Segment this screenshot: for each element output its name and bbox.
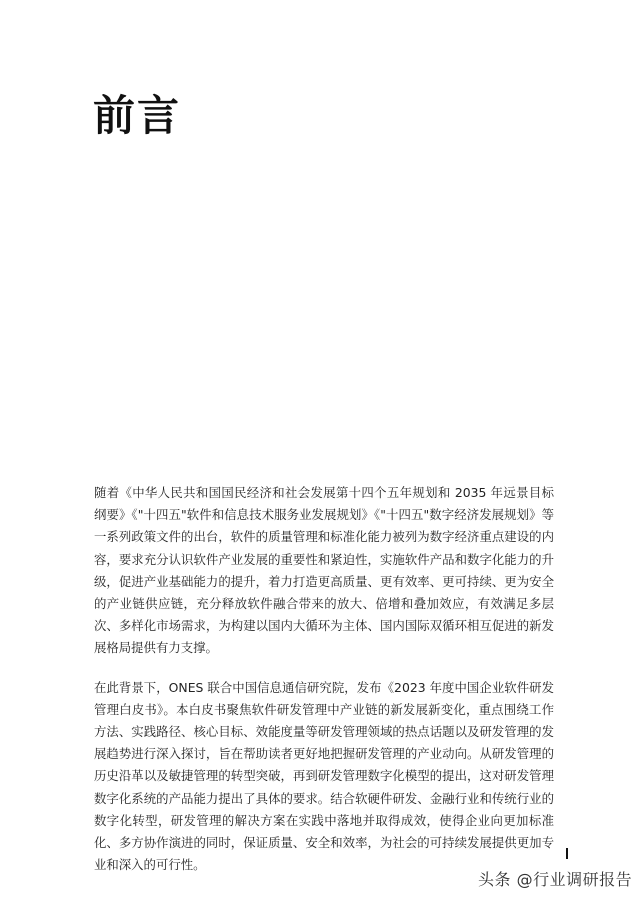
paragraph-1: 随着《中华人民共和国国民经济和社会发展第十四个五年规划和 2035 年远景目标纲要》《"十四五"软件和信息技术服务业发展规划》《"十四五"数字经济发展规划》等一系列政策文件的出台，软件的质量管理和标准化能力被列为数字经济重点建设的内容，要求充分认识软件产业发展的重要性和紧迫性，实施软件产品和数字化能力的升级，促进产业基础能力的提升，着力打造更高质量、更有效率、更可持续、更为安全的产业链供应链，充分释放软件融合带来的放大、倍增和叠加效应，有效满足多层次、多样化市场需求，为构建以国内大循环为主体、国内国际双循环相互促进的新发展格局提供有力支撑。: [94, 485, 554, 656]
page-marker: [566, 848, 568, 859]
page-title: 前言: [93, 91, 182, 140]
body-text: [94, 482, 554, 893]
paragraph-2: 在此背景下，ONES 联合中国信息通信研究院，发布《2023 年度中国企业软件研发管理白皮书》。本白皮书聚焦软件研发管理中产业链的新发展新变化，重点围绕工作方法、实践路径、核心目标、效能度量等研发管理领域的热点话题以及研发管理的发展趋势进行深入探讨，旨在帮助读者更好地把握研发管理的产业动向。从研发管理的历史沿革以及敏捷管理的转型突破，再到研发管理数字化模型的提出，这对研发管理数字化系统的产品能力提出了具体的要求。结合软硬件研发、金融行业和传统行业的数字化转型，研发管理的解决方案在实践中落地并取得成效，使得企业向更加标准化、多方协作演进的同时，保证质量、安全和效率，为社会的可持续发展提供更加专业和深入的可行性。: [94, 679, 554, 873]
watermark-text: 头条 @行业调研报告: [478, 870, 633, 889]
